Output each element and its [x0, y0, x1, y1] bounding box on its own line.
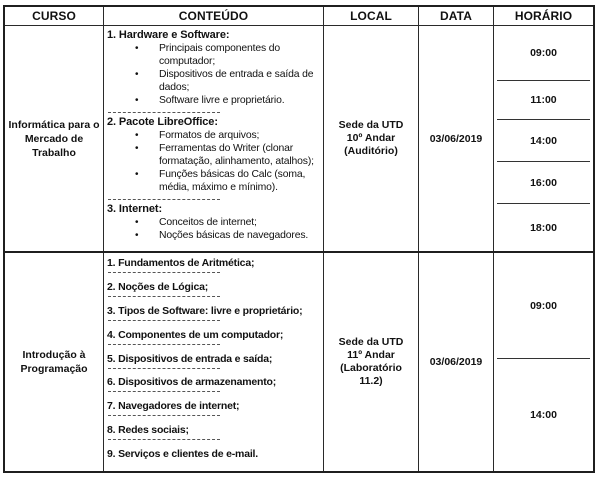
time-cell: [494, 26, 593, 251]
content-block-hardware: [107, 29, 321, 107]
header-cell-local: LOCAL: [324, 7, 419, 25]
dashed-separator: [108, 439, 220, 440]
content-item-text: 8. Redes sociais;: [107, 424, 189, 437]
content-item: [107, 446, 321, 470]
header-cell-conteudo: CONTEÚDO: [104, 7, 324, 25]
content-cell: [104, 253, 324, 471]
content-block-title: 3. Internet:: [107, 203, 163, 215]
dashed-separator: [108, 199, 220, 200]
header-cell-curso: CURSO: [5, 7, 104, 25]
header-cell-data: DATA: [419, 7, 494, 25]
course-name-cell: Introdução à Programação: [5, 253, 104, 471]
time-slot: 18:00: [530, 221, 557, 234]
bullet-item: [107, 68, 321, 94]
time-slot: 09:00: [530, 299, 557, 312]
location-cell: [324, 253, 419, 471]
content-block-internet: [107, 203, 321, 242]
dashed-separator: [108, 415, 220, 416]
dashed-separator: [108, 391, 220, 392]
content-item: [107, 374, 321, 398]
schedule-table: [3, 5, 595, 473]
location-line: Sede da UTD: [338, 119, 404, 131]
content-item-text: 1. Fundamentos de Aritmética;: [107, 257, 255, 269]
bullet-item: [107, 94, 321, 107]
content-item-text: 3. Tipos de Software: livre e proprietário;: [107, 304, 303, 317]
bullet-icon: •: [135, 69, 139, 80]
bullet-icon: •: [135, 169, 139, 180]
table-header-row: [5, 7, 593, 26]
location-line: (Laboratório: [340, 362, 402, 374]
content-item: [107, 422, 321, 446]
time-slot: 14:00: [530, 409, 557, 421]
content-item-text: 5. Dispositivos de entrada e saída;: [107, 352, 273, 365]
bullet-icon: •: [135, 95, 139, 106]
date-cell: 03/06/2019: [419, 26, 494, 251]
bullet-icon: •: [135, 230, 139, 241]
dashed-separator: [108, 368, 220, 369]
bullet-text: Dispositivos de entrada e saída de dados;: [159, 69, 314, 93]
dashed-separator: [108, 296, 220, 297]
course-row-informatica: [5, 26, 593, 253]
content-item: [107, 303, 321, 327]
bullet-item: [107, 216, 321, 229]
content-item: [107, 327, 321, 351]
content-block-title: 1. Hardware e Software:: [107, 29, 230, 41]
bullet-item: [107, 142, 321, 168]
bullet-text: Conceitos de internet;: [159, 217, 257, 228]
course-row-programacao: [5, 253, 593, 471]
content-item-text: 7. Navegadores de internet;: [107, 400, 240, 413]
content-item: [107, 255, 321, 279]
content-item-text: 6. Dispositivos de armazenamento;: [107, 376, 277, 389]
bullet-icon: •: [135, 130, 139, 141]
dashed-separator: [108, 112, 220, 113]
bullet-item: [107, 168, 321, 194]
content-block-libreoffice: [107, 116, 321, 194]
bullet-icon: •: [135, 217, 139, 228]
bullet-text: Noções básicas de navegadores.: [159, 230, 309, 241]
location-line: (Auditório): [344, 145, 398, 157]
location-line: 10º Andar: [346, 132, 396, 144]
bullet-text: Principais componentes do computador;: [159, 43, 281, 67]
time-slot: 16:00: [530, 176, 557, 189]
dashed-separator: [108, 272, 220, 273]
bullet-icon: •: [135, 43, 139, 54]
content-item: [107, 351, 321, 375]
content-block-title: 2. Pacote LibreOffice:: [107, 116, 218, 128]
time-slot: 11:00: [530, 94, 557, 106]
date-cell: 03/06/2019: [419, 253, 494, 471]
location-line: 11.2): [359, 375, 383, 387]
bullet-text: Software livre e proprietário.: [159, 95, 285, 106]
bullet-item: [107, 229, 321, 242]
dashed-separator: [108, 320, 220, 321]
content-item-text: 2. Noções de Lógica;: [107, 280, 209, 293]
bullet-item: [107, 129, 321, 142]
content-item: [107, 279, 321, 303]
location-line: 11º Andar: [347, 349, 395, 361]
content-item-text: 9. Serviços e clientes de e-mail.: [107, 448, 258, 461]
header-cell-horario: HORÁRIO: [514, 9, 573, 23]
content-item: [107, 398, 321, 422]
location-line: Sede da UTD: [338, 336, 404, 348]
bullet-text: Funções básicas do Calc (soma, média, máximo e mínimo).: [159, 169, 306, 193]
time-cell: [494, 253, 593, 471]
dashed-separator: [108, 344, 220, 345]
content-cell: [104, 26, 324, 251]
bullet-item: [107, 42, 321, 68]
time-slot: 14:00: [530, 134, 557, 147]
location-cell: [324, 26, 419, 251]
bullet-text: Ferramentas do Writer (clonar formatação, alinhamento, atalhos);: [159, 143, 314, 167]
bullet-icon: •: [135, 143, 139, 154]
content-item-text: 4. Componentes de um computador;: [107, 328, 284, 341]
course-name-cell: Informática para o Mercado de Trabalho: [5, 26, 104, 251]
bullet-text: Formatos de arquivos;: [159, 130, 260, 141]
time-slot: 09:00: [530, 47, 557, 59]
